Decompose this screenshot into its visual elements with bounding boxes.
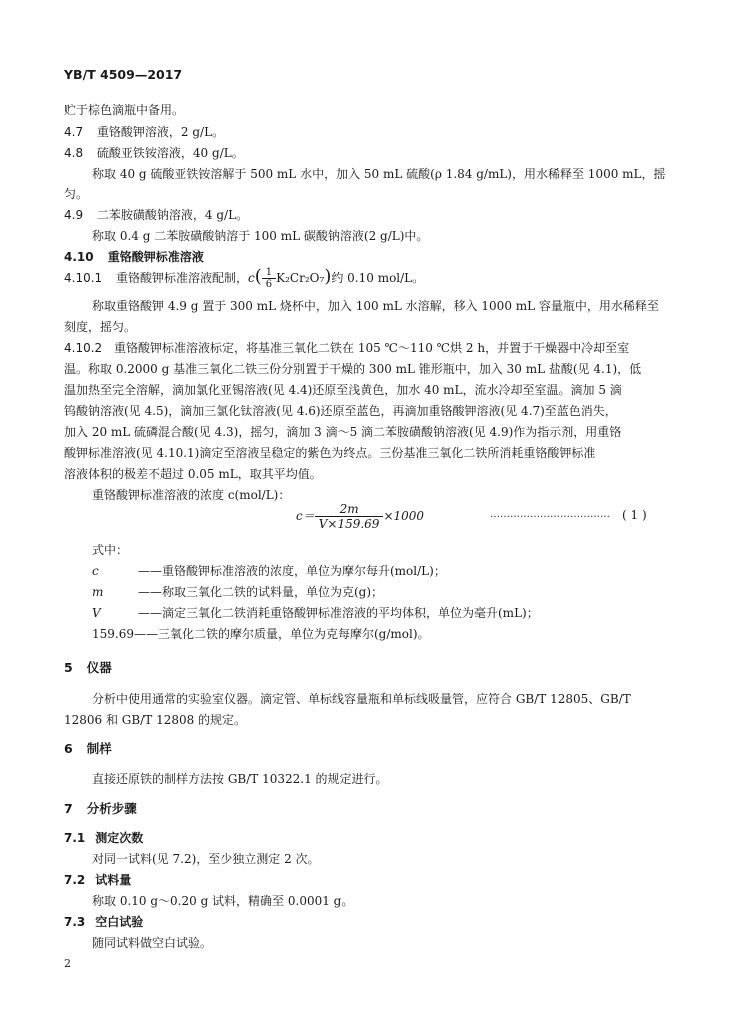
item-text: 重铬酸钾溶液，2 g/L。 xyxy=(96,125,225,139)
subsection-heading-7-3: 7.3 空白试验 xyxy=(64,915,144,929)
item-title: 重铬酸钾标准溶液 xyxy=(107,250,204,264)
text-line: 称取 0.4 g 二苯胺磺酸钠溶于 100 mL 碳酸钠溶液(2 g/L)中。 xyxy=(92,229,429,243)
item-4-8 xyxy=(64,144,244,161)
equation-fraction: $\frac{2m}{V\times 159.69}$ xyxy=(315,502,384,531)
text-line: 对同一试料(见 7.2)，至少独立测定 2 次。 xyxy=(92,852,320,866)
text-line: 分析中使用通常的实验室仪器。滴定管、单标线容量瓶和单标线吸量管，应符合 GB/T 12805、GB/T xyxy=(92,692,631,706)
text-line: 钨酸钠溶液(见 4.5)，滴加三氯化钛溶液(见 4.6)还原至蓝色，再滴加重铬酸钾溶液(见 4.7)至蓝色消失， xyxy=(64,404,617,418)
where-label: 式中： xyxy=(92,543,129,557)
item-4-10-heading xyxy=(64,248,204,265)
item-4-10-1: 4.10.1 重铬酸钾标准溶液配制，c( $\frac{1}{6}$ K₂Cr₂O₇)约 0.10 mol/L。 xyxy=(64,266,425,290)
text-line: 重铬酸钾标准溶液标定，将基准三氧化二铁在 105 ℃～110 ℃烘 2 h，并置于干燥器中冷却至室 xyxy=(114,341,630,355)
text-line: 称取重铬酸钾 4.9 g 置于 300 mL 烧杯中，加入 100 mL 水溶解，移入 1000 mL 容量瓶中，用水稀释至 xyxy=(92,299,659,313)
text-line: 12806 和 GB/T 12808 的规定。 xyxy=(64,713,247,727)
text-line: 重铬酸钾标准溶液的浓度 c(mol/L)： xyxy=(92,488,291,502)
text-line: 温加热至完全溶解，滴加氯化亚锡溶液(见 4.4)还原至浅黄色，加水 40 mL，流水冷却至室温。滴加 5 滴 xyxy=(64,383,622,397)
definition-row: c ——重铬酸钾标准溶液的浓度，单位为摩尔每升(mol/L)； xyxy=(92,564,446,578)
definition-row: m ——称取三氧化二铁的试料量，单位为克(g)； xyxy=(92,585,384,599)
text-line: 匀。 xyxy=(64,187,89,201)
item-4-9 xyxy=(64,206,248,223)
fraction: $\frac{1}{6}$ xyxy=(262,267,276,290)
subsection-heading-7-2: 7.2 试料量 xyxy=(64,873,132,887)
definition-row: V ——滴定三氧化二铁消耗重铬酸钾标准溶液的平均体积，单位为毫升(mL)； xyxy=(92,606,539,620)
section-heading-6: 6 制样 xyxy=(64,741,112,756)
subsection-heading-7-1: 7.1 测定次数 xyxy=(64,831,144,845)
item-text-tail: 约 0.10 mol/L。 xyxy=(331,271,425,285)
item-4-10-2 xyxy=(64,339,629,356)
compound-formula: K₂Cr₂O₇ xyxy=(276,271,325,285)
page-number: 2 xyxy=(64,957,71,970)
item-number: 4.7 xyxy=(64,125,84,139)
text-line: 酸钾标准溶液(见 4.10.1)滴定至溶液呈稳定的紫色为终点。三份基准三氧化二铁所消耗重铬酸钾标准 xyxy=(64,446,596,460)
section-heading-7: 7 分析步骤 xyxy=(64,801,137,816)
text-line: 直接还原铁的制样方法按 GB/T 10322.1 的规定进行。 xyxy=(92,772,388,786)
item-number: 4.9 xyxy=(64,208,84,222)
standard-code-header: YB/T 4509—2017 xyxy=(64,67,183,82)
item-4-7 xyxy=(64,123,224,140)
text-line: 加入 20 mL 硫磷混合酸(见 4.3)，摇匀，滴加 3 滴～5 滴二苯胺磺酸钠溶液(见 4.9)作为指示剂，用重铬 xyxy=(64,425,622,439)
equation-leader: ……………………………… xyxy=(490,509,610,520)
item-number: 4.10.2 xyxy=(64,341,103,355)
text-line: 刻度，摇匀。 xyxy=(64,320,137,334)
text-line: 温。称取 0.2000 g 基准三氧化二铁三份分别置于干燥的 300 mL 锥形瓶中，加入 30 mL 盐酸(见 4.1)，低 xyxy=(64,362,642,376)
item-text: 重铬酸钾标准溶液配制， xyxy=(116,271,249,285)
item-number: 4.10.1 xyxy=(64,271,103,285)
section-heading-5: 5 仪器 xyxy=(64,660,112,675)
equation-number: ( 1 ) xyxy=(622,508,647,522)
equation-rhs: ×1000 xyxy=(383,509,425,523)
item-text: 硫酸亚铁铵溶液，40 g/L。 xyxy=(96,146,244,160)
definition-row: 159.69——三氧化二铁的摩尔质量，单位为克每摩尔(g/mol)。 xyxy=(92,627,430,641)
text-line: 溶液体积的极差不超过 0.05 mL，取其平均值。 xyxy=(64,467,322,481)
text-line: 随同试料做空白试验。 xyxy=(92,936,213,950)
equation-lhs: c＝ xyxy=(296,509,315,523)
text-line: 称取 0.10 g～0.20 g 试料，精确至 0.0001 g。 xyxy=(92,894,354,908)
text-line: 称取 40 g 硫酸亚铁铵溶解于 500 mL 水中，加入 50 mL 硫酸(ρ 1.84 g/mL)，用水稀释至 1000 mL，摇 xyxy=(92,167,666,181)
conc-symbol: c xyxy=(248,271,255,285)
text-line: 贮于棕色滴瓶中备用。 xyxy=(64,103,185,117)
item-number: 4.10 xyxy=(64,250,94,264)
item-number: 4.8 xyxy=(64,146,84,160)
item-text: 二苯胺磺酸钠溶液，4 g/L。 xyxy=(96,208,249,222)
equation-1 xyxy=(296,502,424,531)
